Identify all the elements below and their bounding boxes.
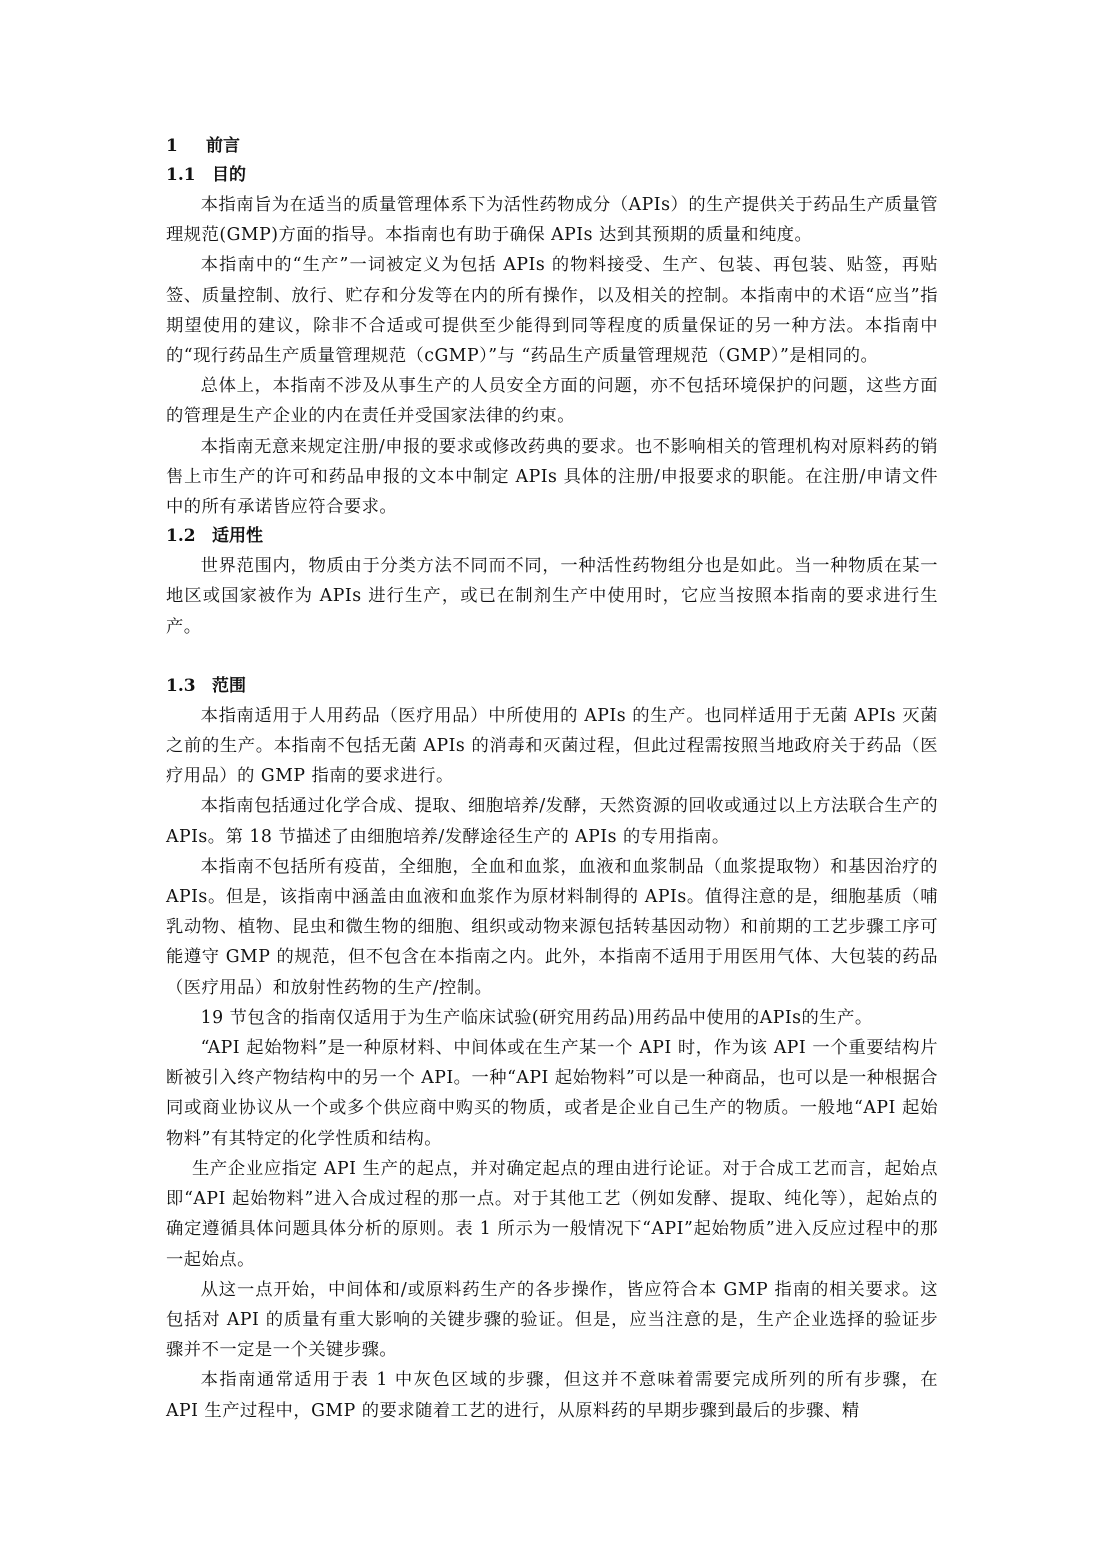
paragraph-definition: 本指南中的“生产”一词被定义为包括 APIs 的物料接受、生产、包装、再包装、贴签，再贴签、质量控制、放行、贮存和分发等在内的所有操作，以及相关的控制。本指南中的术语“应当”指期望使用的建议，除非不合适或可提供至少能得到同等程度的质量保证的另一种方法。本指南中的“现行药品生产质量管理规范（cGMP）”与 “药品生产质量管理规范（GMP）”是相同的。	[166, 255, 938, 367]
section-heading-1	[166, 132, 938, 161]
section-number: 1	[166, 136, 178, 156]
paragraph-clinical: 19 节包含的指南仅适用于为生产临床试验(研究用药品)用药品中使用的APIs的生产。	[200, 1007, 873, 1028]
paragraph-registration: 本指南无意来规定注册/申报的要求或修改药典的要求。也不影响相关的管理机构对原料药的销售上市生产的许可和药品申报的文本中制定 APIs 具体的注册/申报要求的职能。在注册/申请文件中的所有承诺皆应符合要求。	[166, 436, 938, 518]
section-number: 1.1	[166, 165, 196, 185]
paragraph-applicability: 世界范围内，物质由于分类方法不同而不同，一种活性药物组分也是如此。当一种物质在某一地区或国家被作为 APIs 进行生产，或已在制剂生产中使用时，它应当按照本指南的要求进行生产。	[166, 556, 938, 637]
section-title: 目的	[212, 165, 246, 185]
paragraph-starting-point: 生产企业应指定 API 生产的起点，并对确定起点的理由进行论证。对于合成工艺而言，起始点即“API 起始物料”进入合成过程的那一点。对于其他工艺（例如发酵、提取、纯化等），起始点的确定遵循具体问题具体分析的原则。表 1 所示为一般情况下“API”起始物质”进入反应过程中的那一起始点。	[166, 1158, 938, 1270]
section-title: 范围	[212, 675, 246, 696]
section-heading-1-2	[166, 522, 938, 551]
paragraph-table-steps: 本指南通常适用于表 1 中灰色区域的步骤，但这并不意味着需要完成所列的所有步骤，在 API 生产过程中，GMP 的要求随着工艺的进行，从原料药的早期步骤到最后的步骤、精	[166, 1370, 938, 1421]
section-number: 1.2	[166, 526, 196, 547]
paragraph-purpose: 本指南旨为在适当的质量管理体系下为活性药物成分（APIs）的生产提供关于药品生产质量管理规范(GMP)方面的指导。本指南也有助于确保 APIs 达到其预期的质量和纯度。	[166, 195, 938, 246]
paragraph-scope-exclusions: 本指南不包括所有疫苗，全细胞，全血和血浆，血液和血浆制品（血浆提取物）和基因治疗的 APIs。但是，该指南中涵盖由血液和血浆作为原材料制得的 APIs。值得注意的是，细胞基质（哺乳动物、植物、昆虫和微生物的细胞、组织或动物来源包括转基因动物）和前期的工艺步骤工序可能遵守 GMP 的规范，但不包含在本指南之内。此外，本指南不适用于用医用气体、大包装的药品（医疗用品）和放射性药物的生产/控制。	[166, 856, 938, 998]
paragraph-safety: 总体上，本指南不涉及从事生产的人员安全方面的问题，亦不包括环境保护的问题，这些方面的管理是生产企业的内在责任并受国家法律的约束。	[166, 376, 938, 427]
section-title: 适用性	[212, 526, 263, 547]
section-heading-1-1	[166, 161, 938, 190]
paragraph-scope-methods: 本指南包括通过化学合成、提取、细胞培养/发酵，天然资源的回收或通过以上方法联合生产的 APIs。第 18 节描述了由细胞培养/发酵途径生产的 APIs 的专用指南。	[166, 796, 938, 847]
document-page	[166, 132, 938, 1426]
paragraph-scope-human: 本指南适用于人用药品（医疗用品）中所使用的 APIs 的生产。也同样适用于无菌 APIs 灭菌之前的生产。本指南不包括无菌 APIs 的消毒和灭菌过程，但此过程需按照当地政府关于药品（医疗用品）的 GMP 指南的要求进行。	[166, 705, 938, 787]
section-number: 1.3	[166, 675, 196, 696]
section-heading-1-3	[166, 672, 938, 701]
section-title: 前言	[206, 136, 240, 156]
paragraph-validation: 从这一点开始，中间体和/或原料药生产的各步操作，皆应符合本 GMP 指南的相关要求。这包括对 API 的质量有重大影响的关键步骤的验证。但是，应当注意的是，生产企业选择的验证步骤并不一定是一个关键步骤。	[166, 1279, 938, 1361]
section-spacer	[166, 642, 938, 672]
paragraph-starting-material: “API 起始物料”是一种原材料、中间体或在生产某一个 API 时，作为该 API 一个重要结构片断被引入终产物结构中的另一个 API。一种“API 起始物料”可以是一种商品，也可以是一种根据合同或商业协议从一个或多个供应商中购买的物质，或者是企业自己生产的物质。一般地“API 起始物料”有其特定的化学性质和结构。	[166, 1038, 938, 1149]
